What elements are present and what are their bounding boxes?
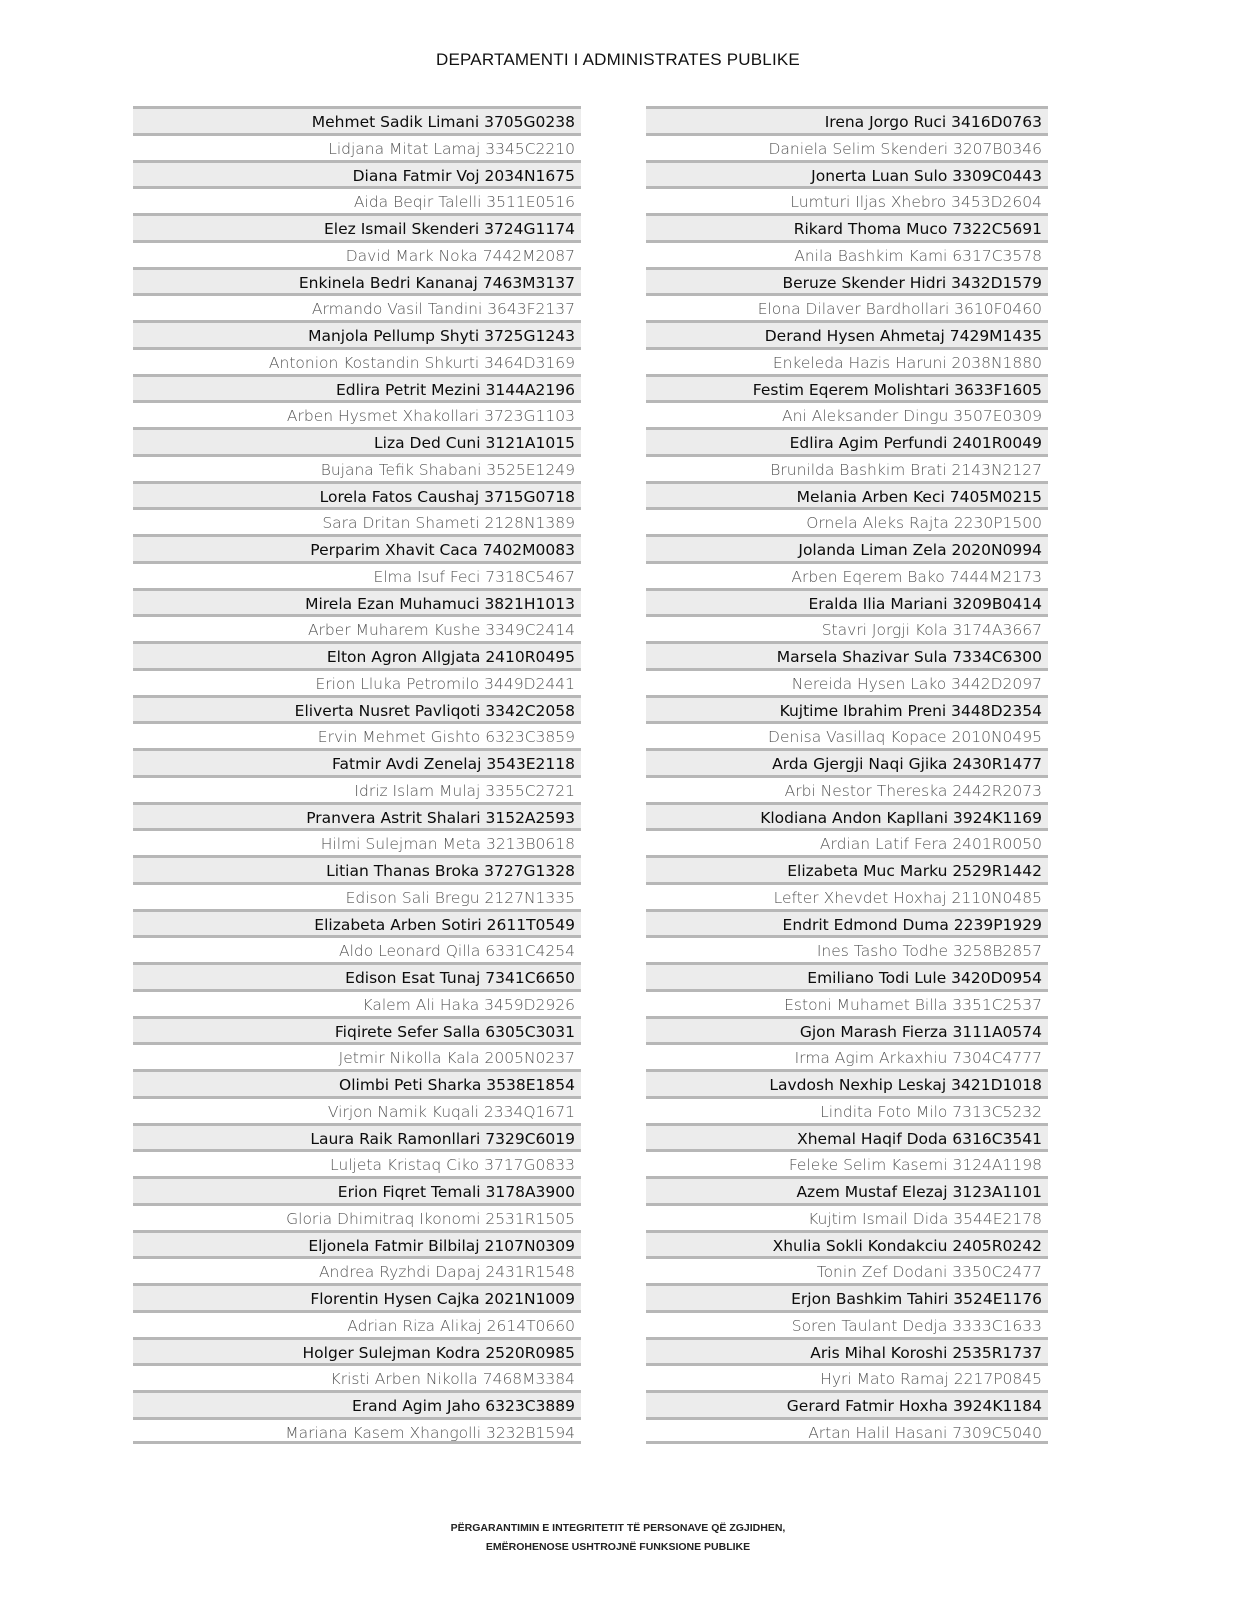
list-item: Manjola Pellump Shyti 3725G1243	[133, 320, 581, 347]
list-item: Enkinela Bedri Kananaj 7463M3137	[133, 267, 581, 294]
list-item: Kujtim Ismail Dida 3544E2178	[646, 1203, 1048, 1230]
list-item: Stavri Jorgji Kola 3174A3667	[646, 614, 1048, 641]
list-item: Denisa Vasillaq Kopace 2010N0495	[646, 721, 1048, 748]
list-item: Fiqirete Sefer Salla 6305C3031	[133, 1016, 581, 1043]
list-item: Ines Tasho Todhe 3258B2857	[646, 935, 1048, 962]
list-item: Marsela Shazivar Sula 7334C6300	[646, 641, 1048, 668]
list-item: Estoni Muhamet Billa 3351C2537	[646, 989, 1048, 1016]
list-item: Elez Ismail Skenderi 3724G1174	[133, 213, 581, 240]
list-item: Edison Sali Bregu 2127N1335	[133, 882, 581, 909]
list-item: Adrian Riza Alikaj 2614T0660	[133, 1310, 581, 1337]
page-title: DEPARTAMENTI I ADMINISTRATES PUBLIKE	[436, 50, 800, 69]
list-item: Eliverta Nusret Pavliqoti 3342C2058	[133, 695, 581, 722]
list-item: Eljonela Fatmir Bilbilaj 2107N0309	[133, 1230, 581, 1257]
list-item: Hilmi Sulejman Meta 3213B0618	[133, 828, 581, 855]
list-item: Emiliano Todi Lule 3420D0954	[646, 962, 1048, 989]
list-item: Edison Esat Tunaj 7341C6650	[133, 962, 581, 989]
list-item: Diana Fatmir Voj 2034N1675	[133, 160, 581, 187]
list-item: Idriz Islam Mulaj 3355C2721	[133, 775, 581, 802]
list-item: Gerard Fatmir Hoxha 3924K1184	[646, 1390, 1048, 1417]
list-item: Ervin Mehmet Gishto 6323C3859	[133, 721, 581, 748]
list-item: Lorela Fatos Caushaj 3715G0718	[133, 481, 581, 508]
list-item: Gjon Marash Fierza 3111A0574	[646, 1016, 1048, 1043]
list-item: Erion Fiqret Temali 3178A3900	[133, 1176, 581, 1203]
list-item: Brunilda Bashkim Brati 2143N2127	[646, 454, 1048, 481]
list-item: Mirela Ezan Muhamuci 3821H1013	[133, 588, 581, 615]
list-item: Hyri Mato Ramaj 2217P0845	[646, 1363, 1048, 1390]
list-item: Rikard Thoma Muco 7322C5691	[646, 213, 1048, 240]
list-item: Lavdosh Nexhip Leskaj 3421D1018	[646, 1069, 1048, 1096]
list-item: Erand Agim Jaho 6323C3889	[133, 1390, 581, 1417]
list-item: Pranvera Astrit Shalari 3152A2593	[133, 802, 581, 829]
list-item: Elton Agron Allgjata 2410R0495	[133, 641, 581, 668]
list-item: Bujana Tefik Shabani 3525E1249	[133, 454, 581, 481]
list-item: Irma Agim Arkaxhiu 7304C4777	[646, 1042, 1048, 1069]
list-item: Erjon Bashkim Tahiri 3524E1176	[646, 1283, 1048, 1310]
left-name-list	[133, 106, 581, 1444]
footer-line-1: PËRGARANTIMIN E INTEGRITETIT TË PERSONAVE QË ZGJIDHEN,	[450, 1522, 786, 1534]
list-item: Kujtime Ibrahim Preni 3448D2354	[646, 695, 1048, 722]
list-item: Aris Mihal Koroshi 2535R1737	[646, 1337, 1048, 1364]
list-item: Virjon Namik Kuqali 2334Q1671	[133, 1096, 581, 1123]
list-item: Artan Halil Hasani 7309C5040	[646, 1417, 1048, 1444]
list-item: Xhemal Haqif Doda 6316C3541	[646, 1123, 1048, 1150]
list-item: Jolanda Liman Zela 2020N0994	[646, 534, 1048, 561]
list-item: Mariana Kasem Xhangolli 3232B1594	[133, 1417, 581, 1444]
list-item: Aida Beqir Talelli 3511E0516	[133, 186, 581, 213]
list-item: Klodiana Andon Kapllani 3924K1169	[646, 802, 1048, 829]
list-item: Lidjana Mitat Lamaj 3345C2210	[133, 133, 581, 160]
list-item: Daniela Selim Skenderi 3207B0346	[646, 133, 1048, 160]
list-item: Arda Gjergji Naqi Gjika 2430R1477	[646, 748, 1048, 775]
list-item: Antonion Kostandin Shkurti 3464D3169	[133, 347, 581, 374]
list-item: Soren Taulant Dedja 3333C1633	[646, 1310, 1048, 1337]
footer-line-2: EMËROHENOSE USHTROJNË FUNKSIONE PUBLIKE	[485, 1541, 751, 1553]
list-item: Liza Ded Cuni 3121A1015	[133, 427, 581, 454]
list-item: Enkeleda Hazis Haruni 2038N1880	[646, 347, 1048, 374]
list-item: David Mark Noka 7442M2087	[133, 240, 581, 267]
list-item: Endrit Edmond Duma 2239P1929	[646, 909, 1048, 936]
list-item: Jonerta Luan Sulo 3309C0443	[646, 160, 1048, 187]
list-item: Lindita Foto Milo 7313C5232	[646, 1096, 1048, 1123]
list-item: Fatmir Avdi Zenelaj 3543E2118	[133, 748, 581, 775]
list-item: Azem Mustaf Elezaj 3123A1101	[646, 1176, 1048, 1203]
list-item: Ardian Latif Fera 2401R0050	[646, 828, 1048, 855]
list-item: Lumturi Iljas Xhebro 3453D2604	[646, 186, 1048, 213]
list-item: Laura Raik Ramonllari 7329C6019	[133, 1123, 581, 1150]
list-item: Edlira Agim Perfundi 2401R0049	[646, 427, 1048, 454]
footer	[0, 1519, 1236, 1557]
list-item: Arber Muharem Kushe 3349C2414	[133, 614, 581, 641]
list-item: Kristi Arben Nikolla 7468M3384	[133, 1363, 581, 1390]
list-item: Elizabeta Muc Marku 2529R1442	[646, 855, 1048, 882]
list-item: Derand Hysen Ahmetaj 7429M1435	[646, 320, 1048, 347]
list-item: Jetmir Nikolla Kala 2005N0237	[133, 1042, 581, 1069]
list-item: Ornela Aleks Rajta 2230P1500	[646, 507, 1048, 534]
list-item: Lefter Xhevdet Hoxhaj 2110N0485	[646, 882, 1048, 909]
list-item: Arbi Nestor Thereska 2442R2073	[646, 775, 1048, 802]
list-item: Kalem Ali Haka 3459D2926	[133, 989, 581, 1016]
list-item: Tonin Zef Dodani 3350C2477	[646, 1256, 1048, 1283]
list-item: Arben Eqerem Bako 7444M2173	[646, 561, 1048, 588]
list-item: Luljeta Kristaq Ciko 3717G0833	[133, 1149, 581, 1176]
list-item: Arben Hysmet Xhakollari 3723G1103	[133, 400, 581, 427]
list-item: Florentin Hysen Cajka 2021N1009	[133, 1283, 581, 1310]
list-item: Xhulia Sokli Kondakciu 2405R0242	[646, 1230, 1048, 1257]
list-item: Beruze Skender Hidri 3432D1579	[646, 267, 1048, 294]
list-item: Elona Dilaver Bardhollari 3610F0460	[646, 293, 1048, 320]
list-item: Olimbi Peti Sharka 3538E1854	[133, 1069, 581, 1096]
list-item: Eralda Ilia Mariani 3209B0414	[646, 588, 1048, 615]
list-item: Elizabeta Arben Sotiri 2611T0549	[133, 909, 581, 936]
list-item: Perparim Xhavit Caca 7402M0083	[133, 534, 581, 561]
list-item: Festim Eqerem Molishtari 3633F1605	[646, 374, 1048, 401]
list-item: Elma Isuf Feci 7318C5467	[133, 561, 581, 588]
list-item: Irena Jorgo Ruci 3416D0763	[646, 106, 1048, 133]
list-item: Anila Bashkim Kami 6317C3578	[646, 240, 1048, 267]
list-item: Erion Lluka Petromilo 3449D2441	[133, 668, 581, 695]
list-item: Melania Arben Keci 7405M0215	[646, 481, 1048, 508]
list-item: Gloria Dhimitraq Ikonomi 2531R1505	[133, 1203, 581, 1230]
list-item: Feleke Selim Kasemi 3124A1198	[646, 1149, 1048, 1176]
list-item: Nereida Hysen Lako 3442D2097	[646, 668, 1048, 695]
list-item: Litian Thanas Broka 3727G1328	[133, 855, 581, 882]
list-item: Armando Vasil Tandini 3643F2137	[133, 293, 581, 320]
list-item: Ani Aleksander Dingu 3507E0309	[646, 400, 1048, 427]
list-item: Sara Dritan Shameti 2128N1389	[133, 507, 581, 534]
list-item: Mehmet Sadik Limani 3705G0238	[133, 106, 581, 133]
list-item: Holger Sulejman Kodra 2520R0985	[133, 1337, 581, 1364]
list-item: Andrea Ryzhdi Dapaj 2431R1548	[133, 1256, 581, 1283]
list-item: Aldo Leonard Qilla 6331C4254	[133, 935, 581, 962]
list-item: Edlira Petrit Mezini 3144A2196	[133, 374, 581, 401]
right-name-list	[646, 106, 1048, 1444]
